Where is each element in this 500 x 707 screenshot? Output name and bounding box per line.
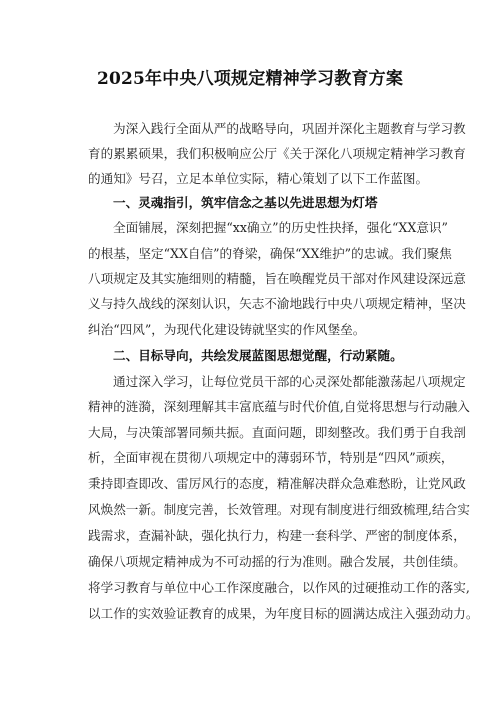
paragraph-line: 的根基，坚定“XX自信”的脊梁，确保“XX维护”的忠诚。我们聚焦	[88, 246, 452, 261]
paragraph-line: 通过深入学习，让每位党员干部的心灵深处都能激荡起八项规定	[113, 374, 466, 389]
paragraph-line: 秉持即查即改、雷厉风行的态度，精准解决群众急难愁盼，让党风政	[88, 476, 466, 491]
paragraph-line: 确保八项规定精神成为不可动摇的行为准则。融合发展，共创佳绩。	[88, 554, 466, 569]
paragraph-line: 将学习教育与单位中心工作深度融合，以作风的过硬推动工作的落实,	[88, 580, 470, 595]
paragraph-line: 的通知》号召，立足本单位实际，精心策划了以下工作蓝图。	[88, 171, 429, 186]
paragraph-line: 为深入践行全面从严的战略导向，巩固并深化主题教育与学习教	[113, 121, 466, 136]
section-heading: 一、灵魂指引，筑牢信念之基以先进思想为灯塔	[113, 195, 378, 210]
paragraph-line: 风焕然一新。制度完善，长效管理。对现有制度进行细致梳理,结合实	[88, 502, 470, 517]
paragraph-line: 精神的涟漪，深刻理解其丰富底蕴与时代价值,自觉将思想与行动融入	[88, 399, 470, 414]
paragraph-line: 纠治“四风”，为现代化建设铸就坚实的作风堡垒。	[88, 322, 366, 337]
paragraph-line: 践需求，查漏补缺，强化执行力，构建一套科学、严密的制度体系，	[88, 528, 466, 543]
paragraph-line: 全面铺展，深刻把握“xx确立”的历史性抉择，强化“XX意识”	[113, 220, 448, 235]
paragraph-line: 育的累累硕果，我们积极响应公厅《关于深化八项规定精神学习教育	[88, 146, 466, 161]
paragraph-line: 大局，与决策部署同频共振。直面问题，即刻整改。我们勇于自我剖	[88, 425, 466, 440]
section-heading: 二、目标导向，共绘发展蓝图思想觉醒，行动紧随。	[113, 348, 403, 363]
paragraph-line: 析，全面审视在贯彻八项规定中的薄弱环节，特别是“四风”顽疾，	[88, 450, 454, 465]
document-title: 2025年中央八项规定精神学习教育方案	[96, 69, 404, 89]
paragraph-line: 义与持久战线的深刻认识，矢志不渝地践行中央八项规定精神，坚决	[88, 296, 466, 311]
paragraph-line: 八项规定及其实施细则的精髓，旨在唤醒党员干部对作风建设深远意	[88, 271, 466, 286]
paragraph-line: 以工作的实效验证教育的成果，为年度目标的圆满达成注入强劲动力。	[88, 606, 479, 621]
